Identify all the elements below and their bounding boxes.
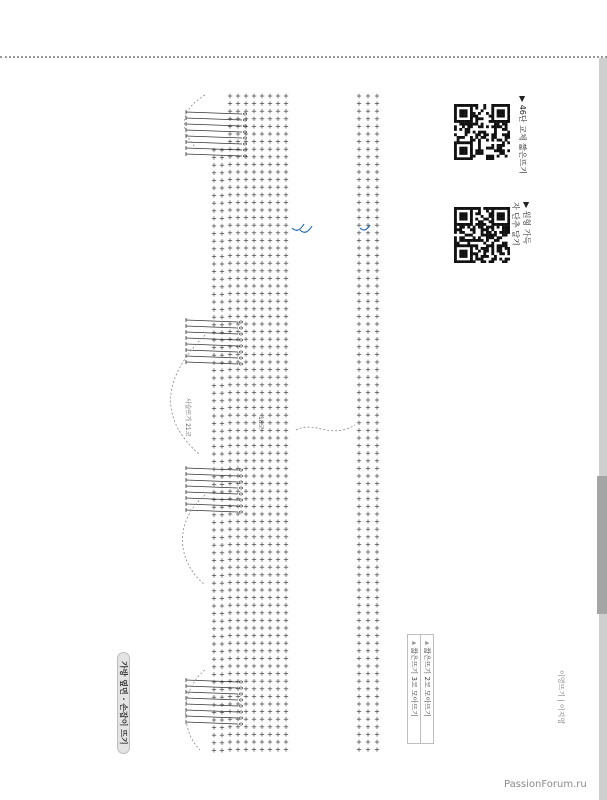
triangle-symbol-icon: ⩓ [423,641,431,645]
legend-item: ⩓ 짧은뜨기 2코 모아뜨기 [423,641,431,717]
legend-item: ⩓ 짧은뜨기 3코 모아뜨기 [408,635,421,743]
stitch-grid [212,94,379,753]
stitch-count-label: 18코 [257,416,264,430]
chain-count-label: 사슬뜨기 21코 [184,398,191,437]
page-footer: 이영뜨기 | 이지영 [557,670,565,725]
qr-code-icon[interactable] [454,104,510,160]
qr-caption: ▶ 원형 가득 자 단추 달기 [511,202,531,246]
triangle-symbol-icon: ⩓ [410,641,418,645]
section-title: 가방 옆면 · 손잡이 뜨기 [117,652,130,754]
handle-guide-curve [171,335,205,455]
qr-code-icon[interactable] [454,207,510,263]
turn-mark [292,224,304,230]
turn-mark [360,225,370,230]
row-guide-curve [296,425,355,431]
watermark: PassionForum.ru [504,779,587,790]
qr-caption: ▶ 46단 교체 짧은뜨기 [518,96,527,175]
